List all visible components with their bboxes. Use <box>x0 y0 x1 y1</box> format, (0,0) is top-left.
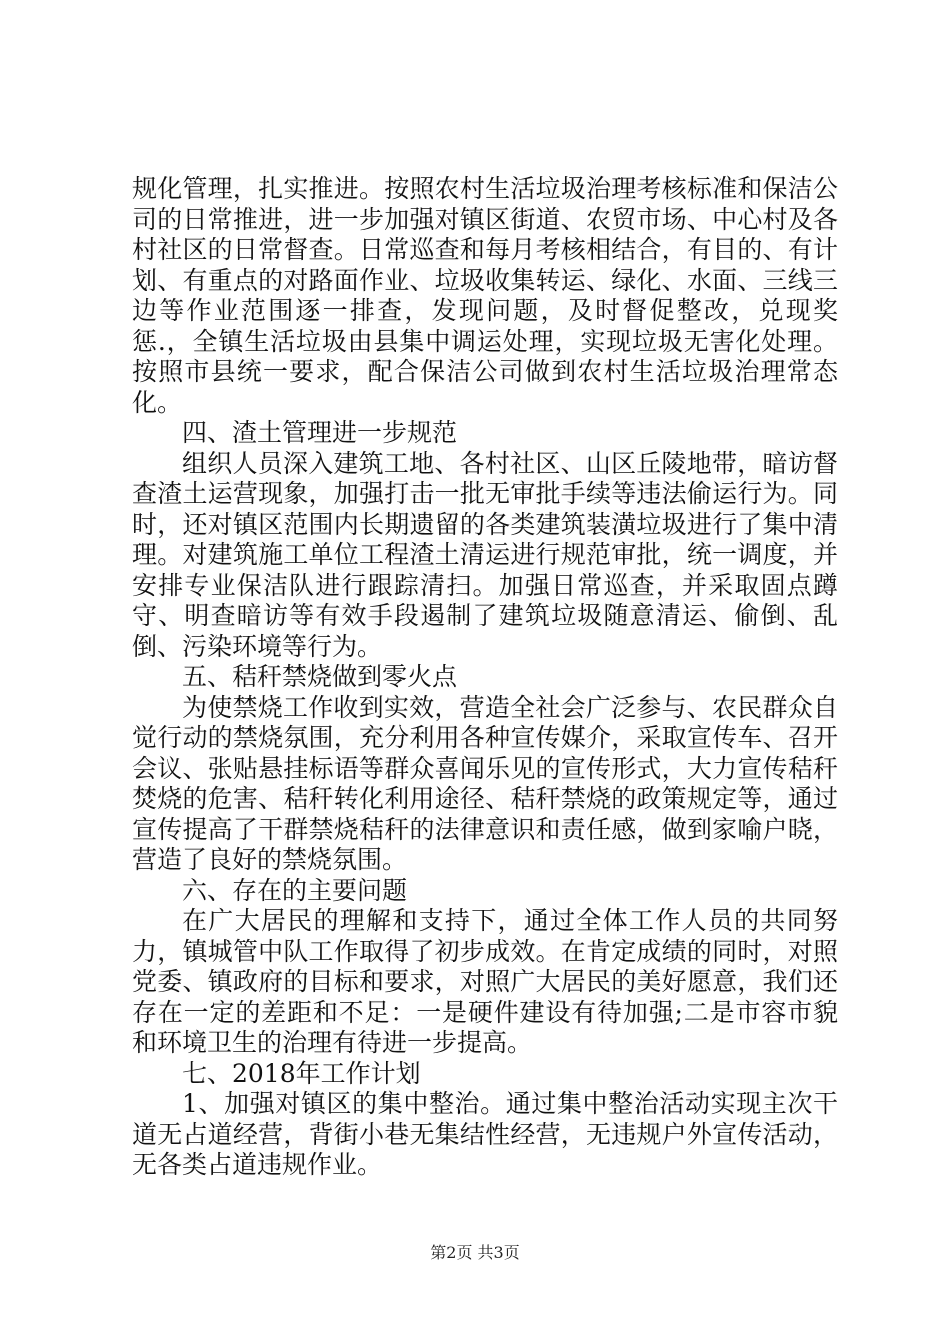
section-heading-4: 四、渣土管理进一步规范 <box>182 418 458 447</box>
paragraph-5: 1、加强对镇区的集中整治。通过集中整治活动实现主次干道无占道经营，背街小巷无集结性经营，无违规户外宣传活动，无各类占道违规作业。 <box>132 1089 838 1179</box>
document-body <box>132 174 838 1181</box>
page-footer: 第2页 共3页 <box>430 1243 520 1262</box>
section-heading-7: 七、2018年工作计划 <box>182 1058 421 1088</box>
paragraph-1: 规化管理，扎实推进。按照农村生活垃圾治理考核标准和保洁公司的日常推进，进一步加强对镇区街道、农贸市场、中心村及各村社区的日常督查。日常巡查和每月考核相结合，有目的、有计划、有重点的对路面作业、垃圾收集转运、绿化、水面、三线三边等作业范围逐一排查，发现问题，及时督促整改，兑现奖惩.，全镇生活垃圾由县集中调运处理，实现垃圾无害化处理。按照市县统一要求，配合保洁公司做到农村生活垃圾治理常态化。 <box>132 174 838 417</box>
section-heading-6: 六、存在的主要问题 <box>182 875 408 905</box>
section-heading-5: 五、秸秆禁烧做到零火点 <box>182 662 458 691</box>
paragraph-4: 在广大居民的理解和支持下，通过全体工作人员的共同努力，镇城管中队工作取得了初步成效。在肯定成绩的同时，对照党委、镇政府的目标和要求，对照广大居民的美好愿意，我们还存在一定的差距和不足：一是硬件建设有待加强;二是市容市貌和环境卫生的治理有待进一步提高。 <box>132 906 838 1057</box>
paragraph-2: 组织人员深入建筑工地、各村社区、山区丘陵地带，暗访督查渣土运营现象，加强打击一批无审批手续等违法偷运行为。同时，还对镇区范围内长期遗留的各类建筑装潢垃圾进行了集中清理。对建筑施工单位工程渣土清运进行规范审批，统一调度，并安排专业保洁队进行跟踪清扫。加强日常巡查，并采取固点蹲守、明查暗访等有效手段遏制了建筑垃圾随意清运、偷倒、乱倒、污染环境等行为。 <box>132 448 838 661</box>
paragraph-3: 为使禁烧工作收到实效，营造全社会广泛参与、农民群众自觉行动的禁烧氛围，充分利用各种宣传媒介，采取宣传车、召开会议、张贴悬挂标语等群众喜闻乐见的宣传形式，大力宣传秸秆焚烧的危害、秸秆转化利用途径、秸秆禁烧的政策规定等，通过宣传提高了干群禁烧秸秆的法律意识和责任感，做到家喻户晓，营造了良好的禁烧氛围。 <box>132 692 838 874</box>
